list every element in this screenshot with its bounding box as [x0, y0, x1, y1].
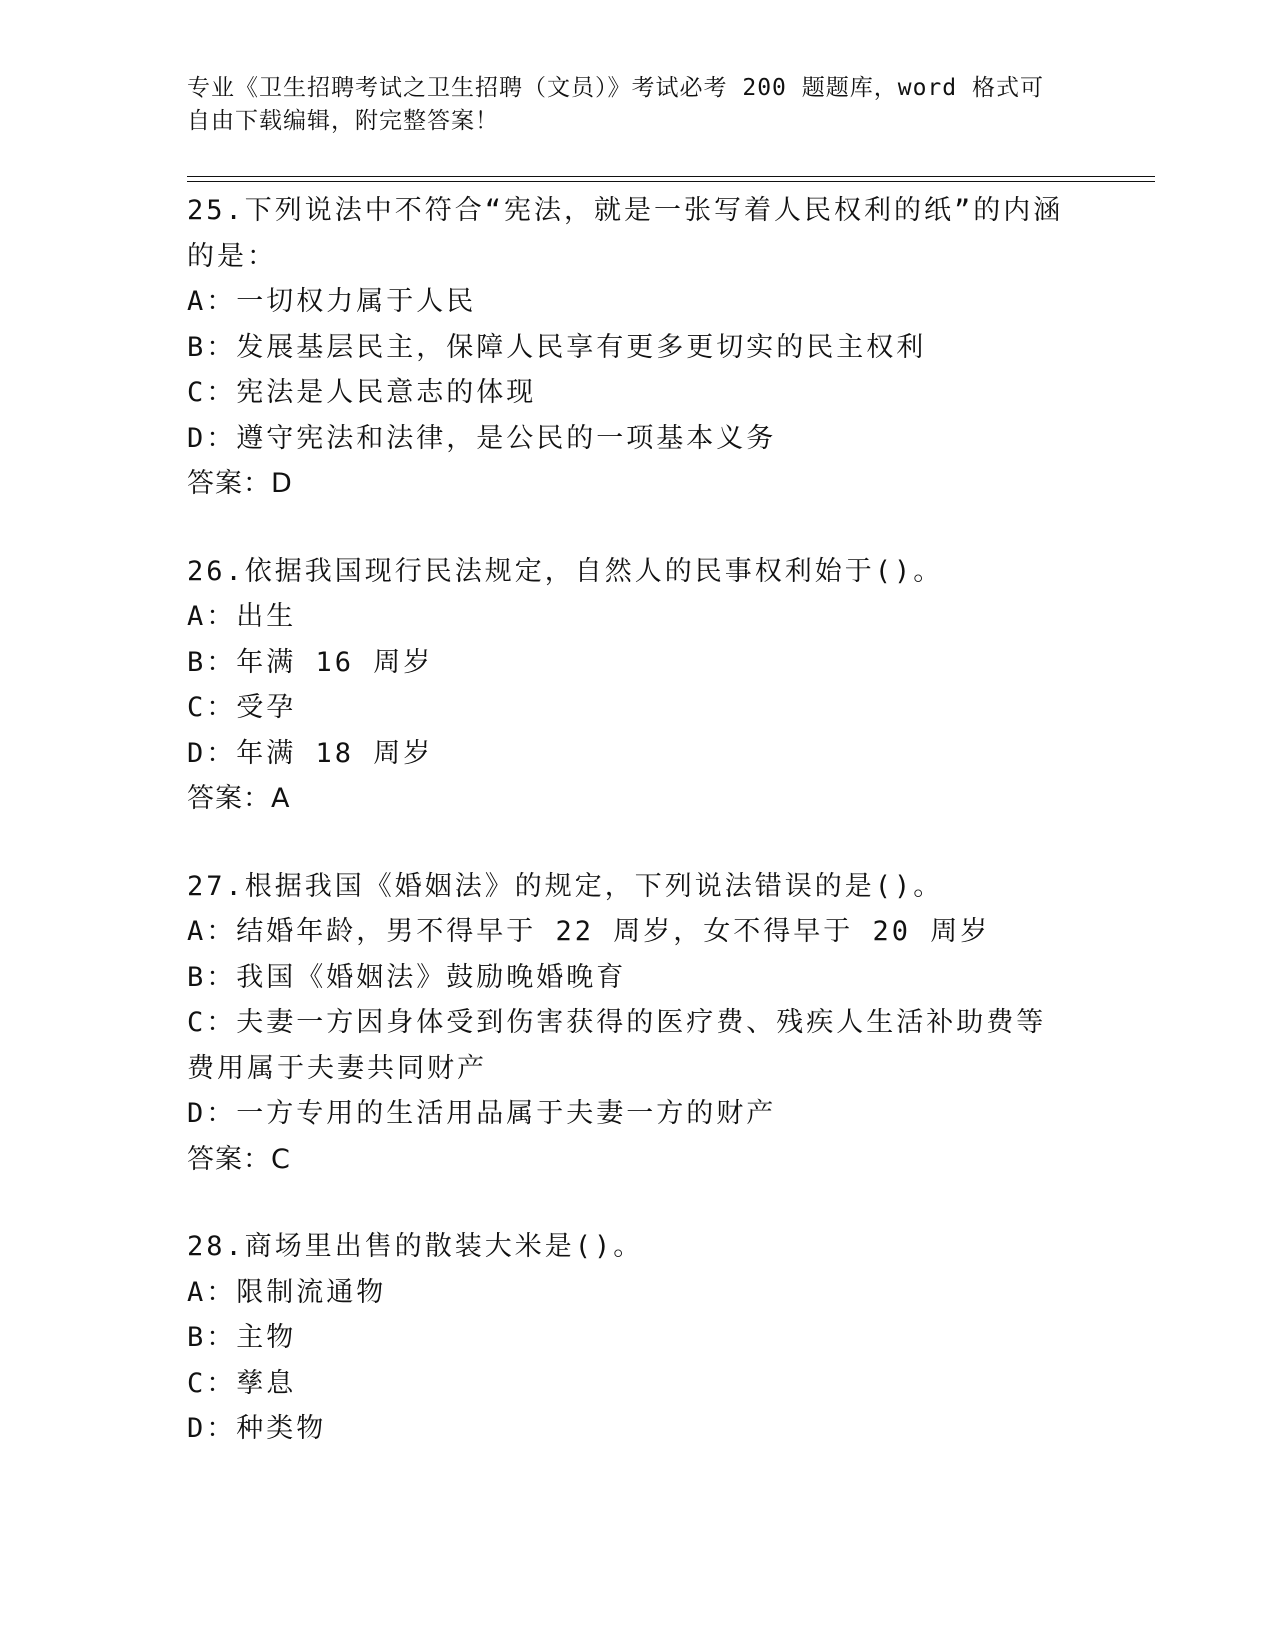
option-c: C：受孕	[187, 692, 297, 723]
answer-line: 答案：D	[187, 468, 293, 499]
option-b: B：主物	[187, 1322, 297, 1353]
option-d: D：遵守宪法和法律，是公民的一项基本义务	[187, 422, 777, 454]
question-stem: 27.根据我国《婚姻法》的规定，下列说法错误的是()。	[187, 870, 944, 902]
question-stem: 25.下列说法中不符合“宪法，就是一张写着人民权利的纸”的内涵的是：	[187, 195, 1064, 272]
header-divider-bottom	[187, 181, 1155, 182]
option-a: A：一切权力属于人民	[187, 286, 477, 317]
answer-line: 答案：A	[187, 783, 291, 814]
option-a: A：结婚年龄，男不得早于 22 周岁，女不得早于 20 周岁	[187, 916, 991, 947]
option-d: D：年满 18 周岁	[187, 737, 434, 769]
question-list	[187, 188, 1087, 1494]
question-28	[187, 1224, 1087, 1452]
question-stem: 26.依据我国现行民法规定，自然人的民事权利始于()。	[187, 555, 944, 587]
question-26	[187, 549, 1087, 822]
option-c: C：宪法是人民意志的体现	[187, 377, 537, 408]
option-b: B：我国《婚姻法》鼓励晚婚晚育	[187, 961, 627, 993]
question-25	[187, 188, 1087, 507]
option-a: A：出生	[187, 601, 297, 632]
option-b: B：发展基层民主，保障人民享有更多更切实的民主权利	[187, 331, 927, 363]
question-27	[187, 864, 1087, 1183]
document-page	[187, 0, 1157, 1650]
header-divider-top	[187, 176, 1155, 177]
question-stem: 28.商场里出售的散装大米是()。	[187, 1231, 644, 1262]
option-a: A：限制流通物	[187, 1276, 387, 1308]
option-c: C：孳息	[187, 1367, 297, 1399]
option-b: B：年满 16 周岁	[187, 646, 434, 678]
option-d: D：一方专用的生活用品属于夫妻一方的财产	[187, 1098, 777, 1129]
document-header: 专业《卫生招聘考试之卫生招聘（文员）》考试必考 200 题题库，word 格式可自由下载编辑，附完整答案！	[187, 75, 1044, 134]
option-c: C：夫妻一方因身体受到伤害获得的医疗费、残疾人生活补助费等费用属于夫妻共同财产	[187, 1007, 1047, 1084]
option-d: D：种类物	[187, 1413, 327, 1444]
answer-line: 答案：C	[187, 1143, 291, 1175]
